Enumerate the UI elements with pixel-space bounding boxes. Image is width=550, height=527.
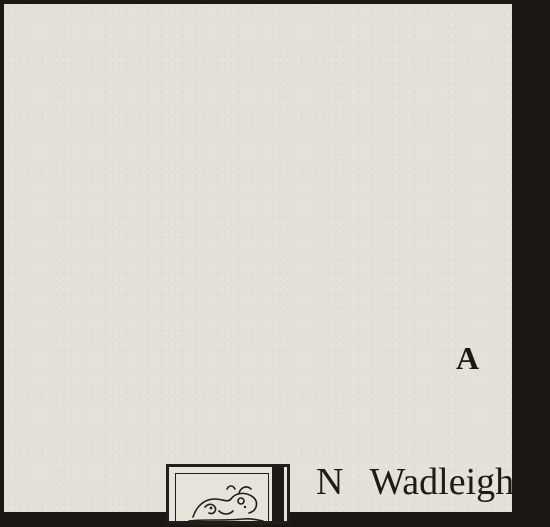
section-heading: A N (456, 340, 550, 376)
first-line-text: Wadleigh (369, 461, 515, 503)
decorative-dropcap-illustration-icon (183, 477, 267, 527)
drop-cap-ornament (166, 464, 290, 524)
drop-cap-side-bar (272, 467, 284, 521)
drop-cap-letter: N (316, 461, 344, 503)
paragraph-first-line (316, 460, 514, 504)
document-page (4, 4, 550, 512)
